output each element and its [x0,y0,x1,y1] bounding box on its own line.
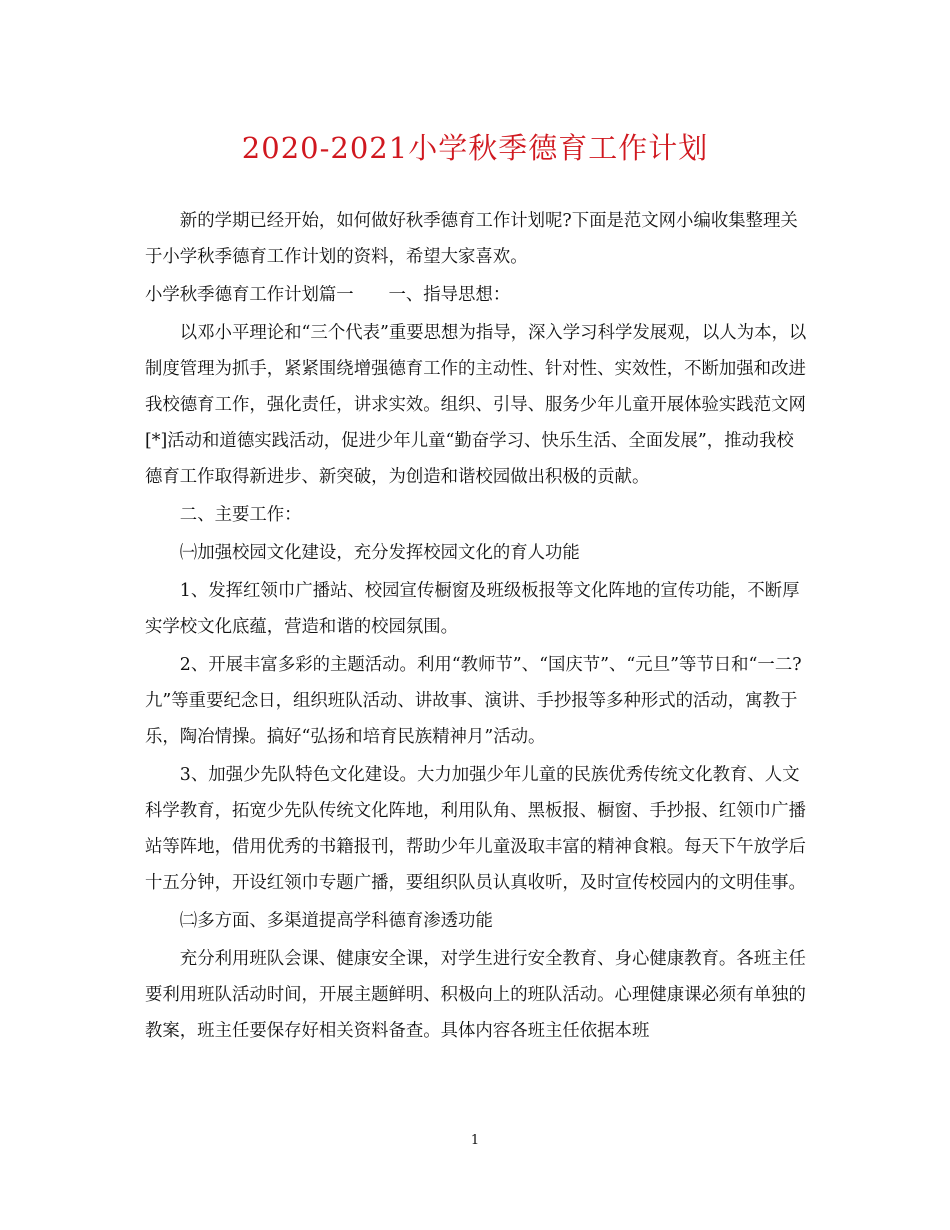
paragraph-section-heading: 小学秋季德育工作计划篇一 一、指导思想： [145,285,511,305]
paragraph-subheading-1: ㈠加强校园文化建设，充分发挥校园文化的育人功能 [179,543,580,563]
page-number: 1 [470,1133,480,1148]
page-title: 2020-2021小学秋季德育工作计划 [241,131,709,165]
paragraph-item-1: 1、发挥红领巾广播站、校园宣传橱窗及班级板报等文化阵地的宣传功能，不断厚实学校文化底蕴，营造和谐的校园氛围。 [145,581,800,637]
document-body [145,203,810,1051]
paragraph-main-work-heading: 二、主要工作： [179,505,302,525]
paragraph-subheading-2: ㈡多方面、多渠道提高学科德育渗透功能 [179,911,493,931]
paragraph-guiding-thought: 以邓小平理论和“三个代表”重要思想为指导，深入学习科学发展观，以人为本，以制度管理为抓手，紧紧围绕增强德育工作的主动性、针对性、实效性，不断加强和改进我校德育工作，强化责任，讲求实效。组织、引导、服务少年儿童开展体验实践范文网[*]活动和道德实践活动，促进少年儿童“勤奋学习、快乐生活、全面发展”，推动我校德育工作取得新进步、新突破，为创造和谐校园做出积极的贡献。 [145,323,807,487]
paragraph-intro: 新的学期已经开始，如何做好秋季德育工作计划呢?下面是范文网小编收集整理关于小学秋季德育工作计划的资料，希望大家喜欢。 [145,211,798,267]
paragraph-item-2: 2、开展丰富多彩的主题活动。利用“教师节”、“国庆节”、“元旦”等节日和“一二?九”等重要纪念日，组织班队活动、讲故事、演讲、手抄报等多种形式的活动，寓教于乐，陶冶情操。搞好“弘扬和培育民族精神月”活动。 [145,655,802,747]
paragraph-item-3: 3、加强少先队特色文化建设。大力加强少年儿童的民族优秀传统文化教育、人文科学教育，拓宽少先队传统文化阵地，利用队角、黑板报、橱窗、手抄报、红领巾广播站等阵地，借用优秀的书籍报刊，帮助少年儿童汲取丰富的精神食粮。每天下午放学后十五分钟，开设红领巾专题广播，要组织队员认真收听，及时宣传校园内的文明佳事。 [145,765,806,893]
paragraph-final: 充分利用班队会课、健康安全课，对学生进行安全教育、身心健康教育。各班主任要利用班队活动时间，开展主题鲜明、积极向上的班队活动。心理健康课必须有单独的教案，班主任要保存好相关资料备查。具体内容各班主任依据本班 [145,949,806,1041]
